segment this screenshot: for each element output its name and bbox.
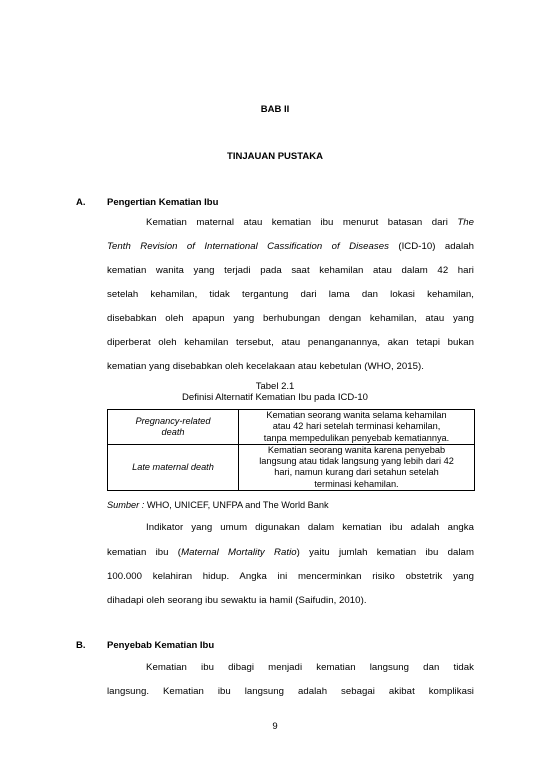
term-text: Late maternal death bbox=[132, 461, 214, 472]
definition-text: langsung atau tidak langsung yang lebih dari 42 bbox=[259, 456, 454, 467]
table-caption: Definisi Alternatif Kematian Ibu pada ICD-10 bbox=[182, 392, 368, 403]
para1-line5: disebabkan oleh apapun yang berhubungan dengan kehamilan, atau yang bbox=[107, 313, 474, 324]
section-a-heading: Pengertian Kematian Ibu bbox=[107, 197, 219, 208]
term-text: death bbox=[161, 426, 185, 437]
chapter-title: TINJAUAN PUSTAKA bbox=[227, 151, 323, 162]
para2-line4: dihadapi oleh seorang ibu sewaktu ia hamil (Saifudin, 2010). bbox=[107, 595, 367, 606]
page-number: 9 bbox=[272, 721, 278, 732]
definition-table bbox=[107, 409, 475, 491]
definition-text: hari, namun kurang dari setahun setelah bbox=[274, 467, 439, 478]
chapter-label: BAB II bbox=[260, 104, 290, 115]
definition-text: tanpa mempedulikan penyebab kematiannya. bbox=[263, 432, 450, 443]
para1-line1: Kematian maternal atau kematian ibu menurut batasan dari The bbox=[146, 217, 474, 228]
definition-cell bbox=[239, 410, 475, 445]
section-b-heading: Penyebab Kematian Ibu bbox=[107, 640, 215, 651]
term-text: Pregnancy-related bbox=[135, 415, 211, 426]
para1-line4: setelah kehamilan, tidak tergantung dari lama dan lokasi kehamilan, bbox=[107, 289, 474, 300]
para2-line3: 100.000 kelahiran hidup. Angka ini mencerminkan risiko obstetrik yang bbox=[107, 571, 474, 582]
table-row bbox=[108, 444, 475, 490]
para2-line2: kematian ibu (Maternal Mortality Ratio) yaitu jumlah kematian ibu dalam bbox=[107, 547, 474, 558]
definition-text: atau 42 hari setelah terminasi kehamilan, bbox=[272, 421, 441, 432]
para1-line3: kematian wanita yang terjadi pada saat kehamilan atau dalam 42 hari bbox=[107, 265, 474, 276]
table-label: Tabel 2.1 bbox=[255, 381, 295, 392]
para2-line1: Indikator yang umum digunakan dalam kematian ibu adalah angka bbox=[146, 522, 474, 533]
table-source: Sumber : WHO, UNICEF, UNFPA and The World Bank bbox=[107, 500, 329, 510]
definition-cell bbox=[239, 444, 475, 490]
term-cell bbox=[108, 410, 239, 445]
para1-line2: Tenth Revision of International Cassification of Diseases (ICD-10) adalah bbox=[107, 241, 475, 252]
definition-text: Kematian seorang wanita karena penyebab bbox=[267, 444, 446, 455]
definition-text: Kematian seorang wanita selama kehamilan bbox=[266, 410, 447, 420]
section-b-line2: langsung. Kematian ibu langsung adalah sebagai akibat komplikasi bbox=[107, 686, 474, 697]
table-row bbox=[108, 410, 475, 445]
para1-line6: diperberat oleh kehamilan tersebut, atau penanganannya, akan tetapi bukan bbox=[107, 337, 474, 348]
section-a-letter: A. bbox=[76, 197, 86, 208]
term-cell bbox=[108, 444, 239, 490]
para1-line7: kematian yang disebabkan oleh kecelakaan atau kebetulan (WHO, 2015). bbox=[107, 361, 424, 372]
section-b-letter: B. bbox=[76, 640, 86, 651]
section-b-line1: Kematian ibu dibagi menjadi kematian langsung dan tidak bbox=[146, 662, 474, 673]
definition-text: terminasi kehamilan. bbox=[314, 478, 399, 489]
